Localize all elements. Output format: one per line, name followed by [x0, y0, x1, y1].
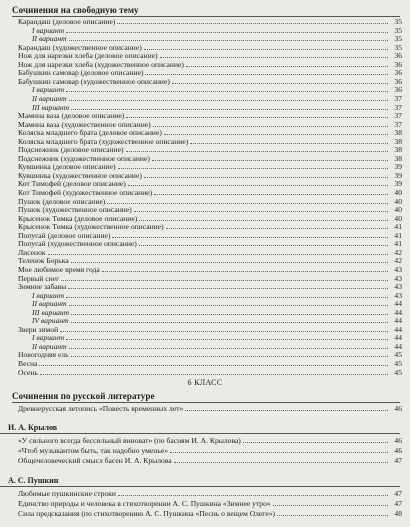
dot-leader: [107, 203, 388, 204]
toc-entry-title: Лисенок: [18, 247, 46, 257]
author-heading-krylov: И. А. Крылов: [8, 423, 58, 432]
toc-entry-page-number: 38: [394, 145, 402, 155]
dot-leader: [71, 356, 388, 357]
toc-entry-page-number: 47: [394, 456, 402, 465]
dot-leader: [112, 237, 388, 238]
dot-leader: [66, 339, 388, 340]
toc-entry-title: Подснежник (деловое описание): [18, 145, 124, 155]
toc-entry-page-number: 44: [394, 316, 402, 326]
toc-entry-title: Кувшинка (деловое описание): [18, 162, 116, 172]
toc-entry-page-number: 45: [394, 359, 402, 368]
toc-entry-page-number: 40: [394, 205, 402, 215]
toc-entry: [0, 404, 410, 413]
toc-entry-title: Бабушкин самовар (деловое описание): [18, 68, 144, 78]
toc-entry-title: Пушок (деловое описание): [18, 196, 106, 206]
toc-entry-page-number: 37: [394, 119, 402, 129]
toc-entry: [0, 489, 410, 498]
toc-entry-title: Любимые пушкинские строки: [18, 489, 116, 498]
toc-entry-page-number: 36: [394, 76, 402, 86]
dot-leader: [126, 117, 388, 118]
toc-entry-page-number: 46: [394, 436, 402, 445]
toc-entry-title: I вариант: [32, 25, 65, 35]
toc-entry-title: Осень: [18, 367, 38, 377]
dot-leader: [185, 410, 388, 411]
toc-entry-page-number: 35: [394, 42, 402, 52]
toc-entry-title: Коляска младшего брата (деловое описание): [18, 128, 162, 138]
toc-entry-title: II вариант: [32, 299, 67, 309]
dot-leader: [139, 220, 388, 221]
toc-entry-page-number: 36: [394, 85, 402, 95]
toc-entry-title: Кот Тимофей (художественное описание): [18, 188, 153, 197]
toc-entry-page-number: 44: [394, 299, 402, 309]
toc-entry-page-number: 44: [394, 341, 402, 351]
toc-entry-title: Карандаш (деловое описание): [18, 17, 116, 26]
dot-leader: [60, 331, 388, 332]
dot-leader: [139, 245, 388, 246]
grade-heading: 6 КЛАСС: [187, 378, 223, 387]
toc-entry-page-number: 38: [394, 136, 402, 146]
toc-entry: [0, 499, 410, 508]
dot-leader: [66, 91, 388, 92]
author-heading-pushkin: А. С. Пушкин: [8, 476, 59, 485]
dot-leader: [174, 462, 388, 463]
toc-entry-title: Сила предсказания (по стихотворению А. С. Пушкина «Песнь о вещем Олеге»): [18, 509, 276, 518]
dot-leader: [71, 109, 388, 110]
toc-entry-title: Нож для нарезки хлеба (художественное описание): [18, 59, 184, 69]
dot-leader: [40, 374, 388, 375]
dot-leader: [134, 211, 388, 212]
dot-leader: [154, 194, 388, 195]
toc-entry-page-number: 41: [394, 230, 402, 240]
dot-leader: [186, 66, 388, 67]
toc-entry-page-number: 38: [394, 128, 402, 138]
toc-entry-title: Кувшинка (художественное описание): [18, 170, 142, 180]
toc-entry-title: Пушок (художественное описание): [18, 205, 132, 215]
toc-entry-page-number: 40: [394, 213, 402, 223]
toc-entry-page-number: 37: [394, 111, 402, 121]
dot-leader: [144, 177, 388, 178]
toc-entry-page-number: 46: [394, 446, 402, 455]
author-divider: [0, 433, 400, 434]
toc-entry-page-number: 36: [394, 51, 402, 61]
dot-leader: [102, 271, 388, 272]
toc-entry-title: Подснежник (художественное описание): [18, 153, 150, 163]
dot-leader: [68, 288, 388, 289]
toc-entry-page-number: 40: [394, 188, 402, 197]
dot-leader: [118, 495, 388, 496]
toc-entry-title: I вариант: [32, 85, 65, 95]
dot-leader: [71, 322, 388, 323]
dot-leader: [153, 126, 388, 127]
toc-entry-title: Кот Тимофей (деловое описание): [18, 179, 126, 189]
dot-leader: [190, 143, 388, 144]
toc-entry-page-number: 35: [394, 34, 402, 44]
toc-entry-page-number: 42: [394, 247, 402, 257]
dot-leader: [170, 452, 388, 453]
toc-entry-title: I вариант: [32, 290, 65, 300]
toc-entry-title: Зимние забавы: [18, 282, 67, 292]
toc-entry-page-number: 36: [394, 68, 402, 78]
toc-entry-title: II вариант: [32, 93, 67, 103]
dot-leader: [118, 168, 388, 169]
toc-entry-page-number: 44: [394, 324, 402, 334]
toc-entry-page-number: 38: [394, 153, 402, 163]
toc-entry-page-number: 47: [394, 489, 402, 498]
toc-entry-page-number: 47: [394, 499, 402, 508]
toc-entry-title: Древнерусская летопись «Повесть временных лет»: [18, 404, 184, 413]
dot-leader: [166, 228, 388, 229]
toc-entry-title: Единство природы и человека в стихотворении А. С. Пушкина «Зимнее утро»: [18, 499, 271, 508]
toc-entry-page-number: 48: [394, 509, 402, 518]
toc-entry-title: Весна: [18, 359, 38, 368]
dot-leader: [160, 57, 388, 58]
toc-entry-title: Попугай (художественное описание): [18, 239, 137, 249]
dot-leader: [61, 280, 388, 281]
toc-entry-title: II вариант: [32, 34, 67, 44]
toc-entry: [0, 368, 410, 377]
toc-entry-page-number: 40: [394, 196, 402, 206]
toc-entry-title: Новогодняя ель: [18, 350, 69, 360]
toc-entry-title: Мамина ваза (деловое описание): [18, 111, 125, 121]
toc-entry: [0, 456, 410, 465]
toc-entry-title: Первый снег: [18, 273, 60, 283]
toc-entry-page-number: 46: [394, 404, 402, 413]
toc-entry-page-number: 35: [394, 17, 402, 26]
toc-entry-title: Нож для нарезки хлеба (деловое описание): [18, 51, 158, 61]
toc-entry-page-number: 41: [394, 239, 402, 249]
toc-entry-page-number: 43: [394, 282, 402, 292]
dot-leader: [164, 134, 388, 135]
toc-entry-page-number: 44: [394, 333, 402, 343]
toc-entry: [0, 436, 410, 445]
dot-leader: [117, 23, 388, 24]
dot-leader: [128, 185, 388, 186]
toc-entry-page-number: 39: [394, 162, 402, 172]
toc-entry-title: Карандаш (художественное описание): [18, 42, 142, 52]
toc-entry-title: Крысенок Тимка (художественное описание): [18, 222, 164, 232]
toc-entry-title: II вариант: [32, 341, 67, 351]
toc-entry-title: Коляска младшего брата (художественное описание): [18, 136, 189, 146]
toc-entry-page-number: 45: [394, 350, 402, 360]
toc-entry-title: Звери зимой: [18, 324, 59, 334]
section-heading-free-topic: Сочинения на свободную тему: [12, 5, 400, 17]
dot-leader: [144, 49, 388, 50]
toc-entry-page-number: 43: [394, 290, 402, 300]
dot-leader: [48, 254, 388, 255]
toc-entry-title: Бабушкин самовар (художественное описание): [18, 76, 170, 86]
toc-entry-title: IV вариант: [32, 316, 69, 326]
dot-leader: [277, 515, 388, 516]
dot-leader: [273, 505, 388, 506]
dot-leader: [126, 151, 388, 152]
dot-leader: [71, 262, 388, 263]
toc-entry: [0, 509, 410, 518]
toc-entry-page-number: 36: [394, 59, 402, 69]
toc-entry-page-number: 39: [394, 170, 402, 180]
toc-entry-title: Попугай (деловое описание): [18, 230, 111, 240]
toc-entry-title: Общечеловеческий смысл басен И. А. Крылова: [18, 456, 172, 465]
dot-leader: [69, 100, 388, 101]
dot-leader: [39, 365, 388, 366]
toc-entry-title: «Чтоб музыкантом быть, так надобно уменье»: [18, 446, 168, 455]
dot-leader: [69, 40, 388, 41]
dot-leader: [172, 83, 388, 84]
toc-entry-title: «У сильного всегда бессильный виноват» (по басням И. А. Крылова): [18, 436, 241, 445]
toc-entry-title: III вариант: [32, 102, 70, 112]
dot-leader: [152, 160, 388, 161]
toc-entry-page-number: 42: [394, 256, 402, 266]
toc-entry-page-number: 37: [394, 102, 402, 112]
toc-entry-page-number: 44: [394, 307, 402, 317]
toc-entry-page-number: 39: [394, 179, 402, 189]
toc-entry-page-number: 43: [394, 264, 402, 274]
dot-leader: [243, 442, 388, 443]
toc-entry-page-number: 37: [394, 93, 402, 103]
dot-leader: [145, 74, 388, 75]
dot-leader: [66, 32, 388, 33]
dot-leader: [71, 314, 388, 315]
dot-leader: [69, 305, 388, 306]
toc-entry-title: Крысенок Тимка (деловое описание): [18, 213, 138, 223]
dot-leader: [69, 348, 388, 349]
section-heading-literature: Сочинения по русской литературе: [12, 391, 400, 403]
toc-entry-title: III вариант: [32, 307, 70, 317]
toc-entry-page-number: 45: [394, 367, 402, 377]
toc-entry-page-number: 35: [394, 25, 402, 35]
toc-entry-title: Мое любимое время года: [18, 264, 100, 274]
dot-leader: [66, 297, 388, 298]
toc-entry-page-number: 43: [394, 273, 402, 283]
toc-entry-title: I вариант: [32, 333, 65, 343]
toc-entry-page-number: 41: [394, 222, 402, 232]
toc-entry-title: Мамина ваза (художественное описание): [18, 119, 151, 129]
toc-entry-title: Теленок Борька: [18, 256, 69, 266]
toc-entry: [0, 446, 410, 455]
author-divider: [0, 486, 400, 487]
